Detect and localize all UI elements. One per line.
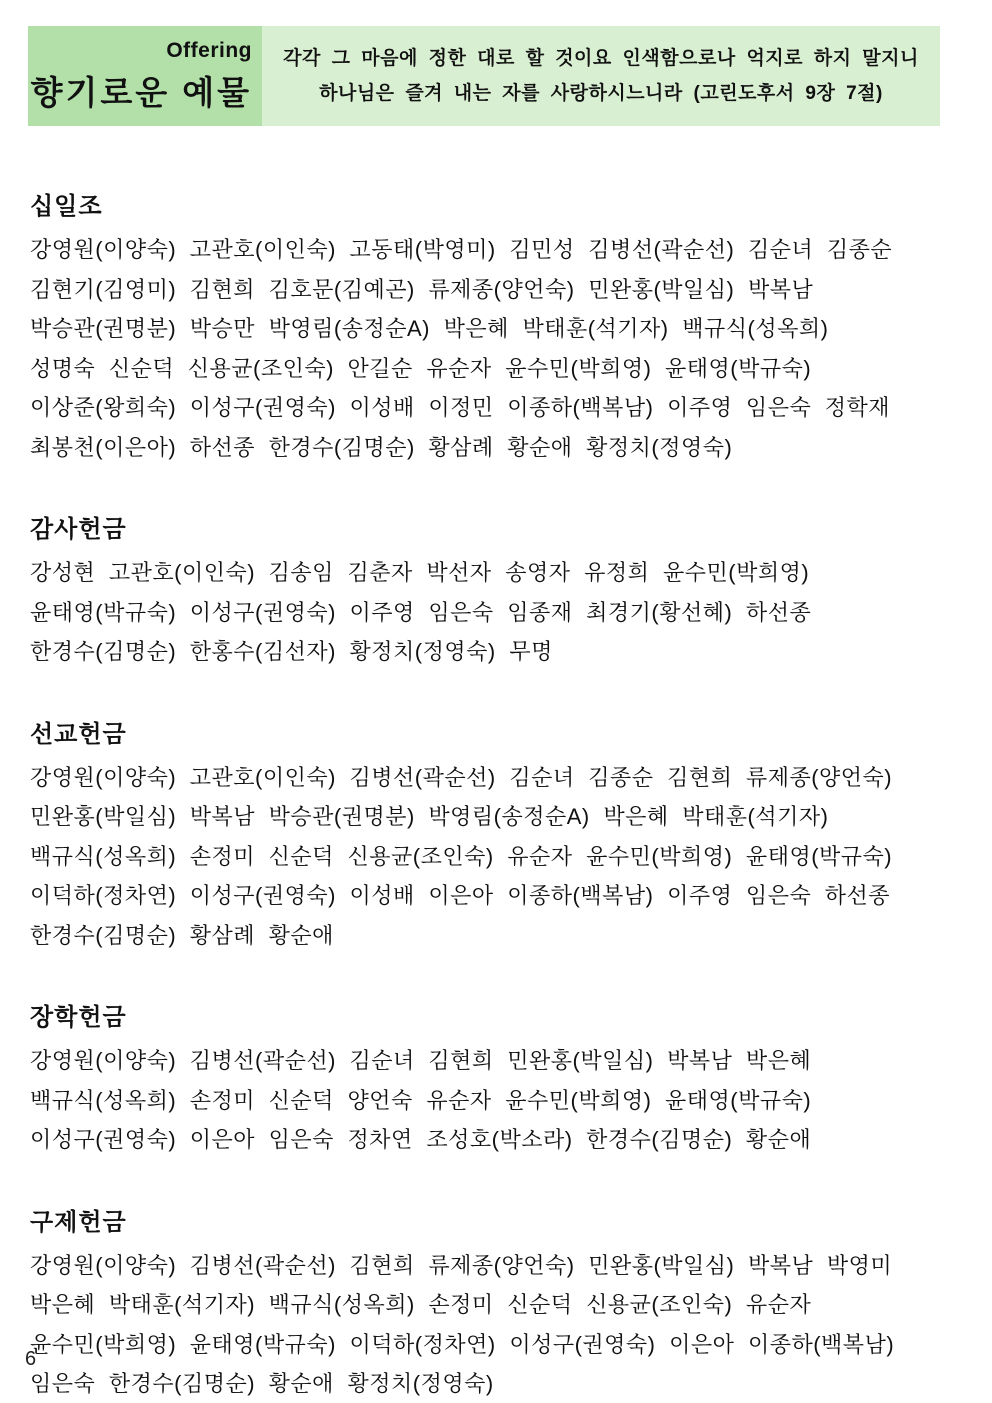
- section-title: 선교헌금: [30, 720, 127, 748]
- names-line: 강영원(이양숙) 고관호(이인숙) 김병선(곽순선) 김순녀 김종순 김현희 류제종(양언숙): [30, 764, 893, 790]
- offering-title-box: [28, 26, 262, 126]
- section-title: 십일조: [30, 193, 103, 220]
- offering-lists: [30, 126, 962, 1403]
- names-line: 박은혜 박태훈(석기자) 백규식(성옥희) 손정미 신순덕 신용균(조인숙) 유순자: [30, 1292, 812, 1317]
- names-line: 강성현 고관호(이인숙) 김송임 김춘자 박선자 송영자 유정희 윤수민(박희영): [30, 560, 810, 585]
- offering-korean-title: 향기로운 예물: [30, 73, 252, 111]
- names-line: 강영원(이양숙) 김병선(곽순선) 김현희 류제종(양언숙) 민완홍(박일심) 박복남 박영미: [30, 1252, 893, 1278]
- names-line: 강영원(이양숙) 고관호(이인숙) 고동태(박영미) 김민성 김병선(곽순선) 김순녀 김종순: [30, 237, 893, 262]
- section-title: 장학헌금: [30, 1004, 127, 1031]
- names-line: 김현기(김영미) 김현희 김호문(김예곤) 류제종(양언숙) 민완홍(박일심) 박복남: [30, 276, 814, 302]
- names-line: 민완홍(박일심) 박복남 박승관(권명분) 박영림(송정순A) 박은혜 박태훈(석기자): [30, 804, 829, 829]
- section-scholarship: [30, 997, 962, 1160]
- names-line: 한경수(김명순) 한홍수(김선자) 황정치(정영숙) 무명: [30, 639, 553, 664]
- section-title: 구제헌금: [30, 1208, 127, 1236]
- verse-box: [262, 26, 940, 126]
- names-line: 윤태영(박규숙) 이성구(권영숙) 이주영 임은숙 임종재 최경기(황선혜) 하선종: [30, 599, 812, 625]
- offering-english-label: Offering: [166, 38, 252, 62]
- names-line: 이덕하(정차연) 이성구(권영숙) 이성배 이은아 이종하(백복남) 이주영 임은숙 하선종: [30, 883, 891, 908]
- section-title: 감사헌금: [30, 516, 127, 543]
- names-line: 임은숙 한경수(김명순) 황순애 황정치(정영숙): [30, 1371, 494, 1396]
- names-line: 이성구(권영숙) 이은아 임은숙 정차연 조성호(박소라) 한경수(김명순) 황순애: [30, 1127, 812, 1152]
- verse-line-2: 하나님은 즐겨 내는 자를 사랑하시느니라 (고린도후서 9장 7절): [319, 83, 883, 104]
- page-number: 6: [25, 1348, 37, 1370]
- names-line: 박승관(권명분) 박승만 박영림(송정순A) 박은혜 박태훈(석기자) 백규식(성옥희): [30, 316, 829, 341]
- names-line: 백규식(성옥희) 손정미 신순덕 양언숙 유순자 윤수민(박희영) 윤태영(박규숙): [30, 1087, 812, 1113]
- names-line: 이상준(왕희숙) 이성구(권영숙) 이성배 이정민 이종하(백복남) 이주영 임은숙 정학재: [30, 395, 891, 420]
- names-line: 한경수(김명순) 황삼례 황순애: [30, 922, 334, 948]
- verse-line-1: 각각 그 마음에 정한 대로 할 것이요 인색함으로나 억지로 하지 말지니: [283, 48, 919, 69]
- offering-banner: [28, 26, 940, 126]
- names-line: 강영원(이양숙) 김병선(곽순선) 김순녀 김현희 민완홍(박일심) 박복남 박은혜: [30, 1048, 812, 1073]
- names-line: 최봉천(이은아) 하선종 한경수(김명순) 황삼례 황순애 황정치(정영숙): [30, 434, 733, 460]
- names-line: 성명숙 신순덕 신용균(조인숙) 안길순 유순자 윤수민(박희영) 윤태영(박규숙): [30, 355, 812, 381]
- names-line: 윤수민(박희영) 윤태영(박규숙) 이덕하(정차연) 이성구(권영숙) 이은아 이종하(백복남): [30, 1331, 895, 1357]
- names-line: 백규식(성옥희) 손정미 신순덕 신용균(조인숙) 유순자 윤수민(박희영) 윤태영(박규숙): [30, 843, 893, 869]
- section-tithe: [30, 186, 962, 467]
- section-relief: [30, 1202, 962, 1403]
- section-thanksgiving: [30, 509, 962, 672]
- section-mission: [30, 714, 962, 956]
